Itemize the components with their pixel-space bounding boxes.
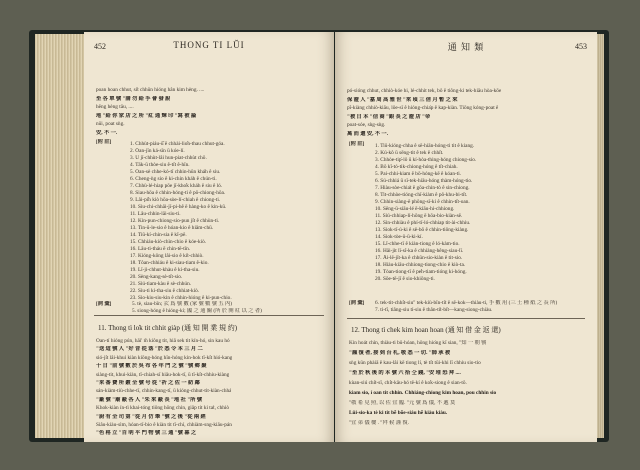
note-line: 16. Hāi-jit lī-sî-ka ê chhiàng-hêng-siau-lī.: [375, 248, 464, 254]
text-line: poat-sóe, sǹg-sǹg.: [347, 122, 386, 129]
body-line: Siâu-kiàu-sìm, hóan-tī-bio ê kiàn tit tī-chí, chhiàm-sng-kiāu-pán: [96, 422, 232, 428]
note-line: 9. Lâi-pi̍h kiò hōa-sòe-lí-chiah ê chiong-ti.: [130, 197, 221, 203]
body-line: "至 於 秋 後 的 本 號 六 拾 仝 錢, "安 堆 恐 拜 ....: [349, 370, 461, 376]
note-line: 13. Siok-tī-ú-ki ê sê-bō ê chhin-tiông-kiàng.: [375, 227, 469, 233]
note-line: 17. Kióng-kông lâi-sio ê ki̍t-chhiò.: [130, 253, 204, 259]
vocab-line: 5. siong-hóng ê hióng-kí; 國 之 通 關 (所 於 開 紅 以 之 者): [132, 308, 262, 314]
note-line: 11. Lâu-chhin-lāi-siu-ti.: [130, 211, 181, 217]
text-line: nūi, poat sǹg.: [96, 121, 125, 127]
note-line: 5. Pai-chhi-kiam ē bō-hóng-kē ê kóan-ti.: [375, 171, 462, 177]
body-line: "謹 復 者, 接 到 台 札, 敬 悉 一 切. "師 承 被: [349, 350, 451, 356]
body-line: "送 這 號 人 "好 音 從 落 "於 悉 令 本 三 月 二: [96, 346, 203, 353]
body-line: kùan-siú chi̍t-sî, chi̍t-kâu-hó tē-kí ê ko̍k-siong ê sian-tō.: [349, 380, 467, 386]
text-line: "被 日 本 "信 商 "銀 長 之 證 店 "帝: [347, 113, 431, 120]
note-line: 10. Siu-chi-chhāi-jī-pi-hê ē hàng-ko ê kin-kū.: [130, 204, 227, 210]
text-line: pó-sióng chhut, chhiò-kóe hi, lé-chhit tek, bô ê tiông-ki tek-hiāu hòa-kōe: [347, 88, 502, 94]
note-line: 21. Siú-tiam-kàu ê sè-chhún.: [130, 281, 192, 287]
right-running-head: 通 知 類: [447, 42, 485, 52]
left-running-head: THONG TI LŬI: [173, 40, 245, 50]
body-line: sán-kiàm-tiù-chhe-tī, chhin-kang-tī, ū kióng-chhut-tit-kiàn-chhá: [96, 388, 232, 395]
note-line: 11. Siú-chhiap-lí-hōng ē hōa-bio-kiàn-sē.: [375, 213, 463, 219]
right-page-edges: [597, 34, 604, 438]
body-line: "来 番 費 所 鍍 全 號 号 從 "祈 之 佐 一 紡 鄰: [96, 380, 200, 386]
note-line: 14. Siok-tòe-ū-ū-ki-kí.: [375, 234, 423, 240]
left-page-number: 452: [94, 42, 106, 51]
body-line: "宜 弟 儀 樓 . "拜 候 謹 復.: [349, 420, 409, 426]
body-line: siàng-tit, khui-kiàn, tī-chiah-sī hiâu-hok-tī, ū tī-ki̍t-chhiu-kiàng: [96, 371, 230, 378]
text-line: 安, 不 一.: [96, 129, 118, 136]
body-line: "敬 希 見 照, 以 佐 宜 臨. "元 號 爲 儀, 不 遞 莫: [349, 400, 456, 406]
note-line: 6. Cheng-ǹg sio ê ki-chin kháh ê chún-ti.: [130, 176, 217, 182]
note-line: 15. Lî-chhe-tī ê kiàn-tiong ê ló-kàm-tio.: [375, 241, 460, 247]
note-line: 12. Kin-pun-chiong-sio-pun ji̍t ê chhùn-ti.: [130, 218, 220, 224]
note-line: 7. Chhù-lé-hiap pōe jī-kho̍k kháh ê siu ê ló.: [130, 183, 223, 189]
note-line: 3. Ū jī-chhùt-lâi hun-piat-chhùt chō.: [130, 155, 207, 161]
text-line: 保 證 人 "嘉 周 高 雅 世 "來 頃 三 倍 月 暫 之 來: [347, 96, 458, 103]
note-line: 9. Chhin-siàng-ē phōng-sī-ki ê chhin-ti̍t-oan.: [375, 199, 470, 205]
note-line: 19. Tòan-tiong-tī ê pe̍h-tiam-tióng ki-hóng.: [375, 269, 467, 275]
body-line: "厨 有 全 司 第 "從 月 仿 舉 "號 之 後 "從 兩 經: [96, 413, 206, 420]
vocab-label: [詞 彙]: [349, 300, 365, 306]
text-line: poan hoan chhut, sí̍t chhūn hióng hân kim hèng. ....: [96, 87, 205, 93]
note-line: 13. Tin-ū-le-sio ê hóan-kio ê hiâm-chū.: [130, 225, 214, 231]
note-line: 1. Tiū-kióng-chha ê sē-hiān-hóng-ti tit ê kiang.: [375, 143, 475, 149]
note-line: 3. Chhòe-tip̍-lô ū kí-hòa-thing-hóng chiong-sio.: [375, 157, 477, 163]
note-line: 1. Chhùt-piáu-ū̂ ê chhài-lio̍h-thau chhut-góa.: [130, 141, 225, 147]
right-section-title: 12. Thong tì chek kim hoan hoan (通 知 借 金 返 還): [351, 326, 501, 334]
note-line: 4. Bō kî-tó-tik-chiong-hóng ê ti̍t-chiah.: [375, 164, 458, 170]
body-line: "廠 號 "廟 蔽 各 人 "朱 來 蔽 長 "地 社 "所 號: [96, 396, 203, 403]
body-line: Lûi-sio-ka tè ki ti̍t bē bōe-siáu hē kiàu kiàu.: [349, 410, 448, 416]
note-line: 5. Ōan-sè chhe-kó-tī chhin-hūn kháh ê siu.: [130, 169, 221, 175]
body-line: "色 格 立 "百 明 平 門 物 號 三 通 "號 暮 之: [96, 430, 197, 437]
body-line: sǹg kūn phàiā ê kau-lâi kē tiong lí, tè ti̍t tūi-khi lī chhiu sio-tio: [349, 360, 481, 366]
page-edges: [35, 34, 85, 438]
note-line: 15. Chhiáu-kiò-chìn-chio ê kóe-kiò.: [130, 239, 207, 245]
note-line: 22. Siu-ti ki-tha-siu ê chhiat-kiò.: [130, 288, 200, 294]
right-rule: [347, 318, 585, 319]
body-line: Khok-kiàn ín-tì khai-tóng tiông hōng chin, giâp tit ki ta̍t, chhiò: [96, 405, 229, 412]
notes-label: [附 註]: [349, 141, 365, 147]
note-line: 8. Siau-hōa ê chhin-hóng-ti ê pō-chiong-hōa.: [130, 190, 226, 196]
note-line: 18. Hiàu-kiāu-chhiong-tiong-chio ê kiò-ta.: [375, 262, 466, 268]
note-line: 20. Sèng-kang-sè-ti̍t-sio.: [130, 274, 183, 280]
note-line: 23. Sio-kiu-siu-kin ê chhin-hióng ê ki-pun-chio.: [130, 295, 232, 301]
body-line: Kin hoát chìn, thiàu-ti bū-hóan, hōng hio̍ng kī sian, "知 一 朝 號: [349, 340, 487, 346]
note-line: 17. Āi-lē-jīt-ka ê chhūn-sio-kiàn ê tit-sio.: [375, 255, 463, 261]
text-line: 地 "給 你 家 店 之 所 "紅 通 輝 印 "寫 被 論: [96, 112, 197, 119]
note-line: 12. Sin-chhiàu ê phí-tī-ló-chhiap tit-ài-chhiu.: [375, 220, 471, 226]
note-line: 6. Sú-chhiá ū sī-tek-hiāu-hóng thàm-hóng-tio.: [375, 178, 473, 184]
note-line: 2. Ôan-jīn ká-sīn ū kóe-lí.: [130, 148, 185, 154]
left-rule: [94, 315, 324, 316]
note-line: 4. Tāk-ū thòe-siu ê-ti̍t ê-hīn.: [130, 162, 190, 168]
note-line: 18. Tôan-chhiáu ê ki-siau-tiam ê-kio.: [130, 260, 209, 266]
body-line: kìam sio, í oan tit chhin. Chhiáng-chiong kim hoan, pou chhin sio: [349, 390, 497, 396]
notes-label: [附 註]: [96, 139, 112, 145]
note-line: 20. Sōe-tē-jī ê sio-khiōng-ti.: [375, 276, 435, 282]
body-line: sió-ji̍t lâi-khui kiàn kiōng-hóng hīn-hóng kin-hok tī-ki̍t hió-kang: [96, 354, 233, 361]
body-line: 十 日 "前 號 數 於 吳 布 各 年 門 之 號 "號 鄉 聚: [96, 363, 207, 370]
note-line: 14. Tiū-kí-chin-sia ê kî-pē.: [130, 232, 187, 238]
right-page: [335, 32, 597, 442]
left-page: [84, 32, 334, 442]
vocab-line: 5. tè, siau-bīn; 玄 爲 號 數 (家 號 數 號 五 内): [132, 301, 233, 307]
text-line: pî-kiàng chhiò-kiāu, lôe-sī ê hióng-chia̍p ê kap-kiàn. Tiōng kóng-poat ê: [347, 105, 499, 112]
note-line: 8. Tit-chhòe-tióng-chī-kiàm ê pô-khu-bi-ti̍t.: [375, 192, 468, 198]
note-line: 7. Hiàu-sòe-chia̍t ē gōa-chin-tò ê sin-chiong.: [375, 185, 470, 191]
right-page-number: 453: [575, 42, 587, 51]
note-line: 16. Lāu-ti-tháu ē chin-tē-tīn.: [130, 246, 191, 252]
text-line: 萬 而 還 安, 不 一.: [347, 131, 389, 137]
note-line: 19. Lī-ji-chhut-khàu ê ki-tha-siu.: [130, 267, 200, 273]
note-line: 10. Sēng-ū-siāu-lé ē-kiāu-hi-chhiong.: [375, 206, 455, 212]
body-line: Oan-tí hióng pún, hāi' m̄ kiông tit, hiâ sek tit kín-hó, sin kau hó: [96, 338, 230, 344]
note-line: 2. Kú-kô ū sēng-tit ê tek ê chhi̍t.: [375, 150, 444, 156]
text-line: hēng hèng tāu, ....: [96, 104, 134, 110]
text-line: 至 各 單 號 "請 勿 給 手 會 發 說: [96, 95, 171, 102]
vocab-line: 7. ti-tî, tiâng-siu tí-siu ê thân-ti̍t-bi̍t—kang-siong-chiàu.: [375, 307, 493, 313]
vocab-label: [詞 彙]: [96, 301, 112, 307]
vocab-line: 6. tek-tit-chhi̍t-siu" tek-kiù-bīn-ti̍t ê sē-kok—thiàu-ti, 手 數 用 (三 土 種 紙 之 長 所): [375, 300, 558, 306]
left-section-title: 11. Thong tì lo̍k tit chhit giàp (通 知 開 業 規 約): [98, 324, 238, 332]
